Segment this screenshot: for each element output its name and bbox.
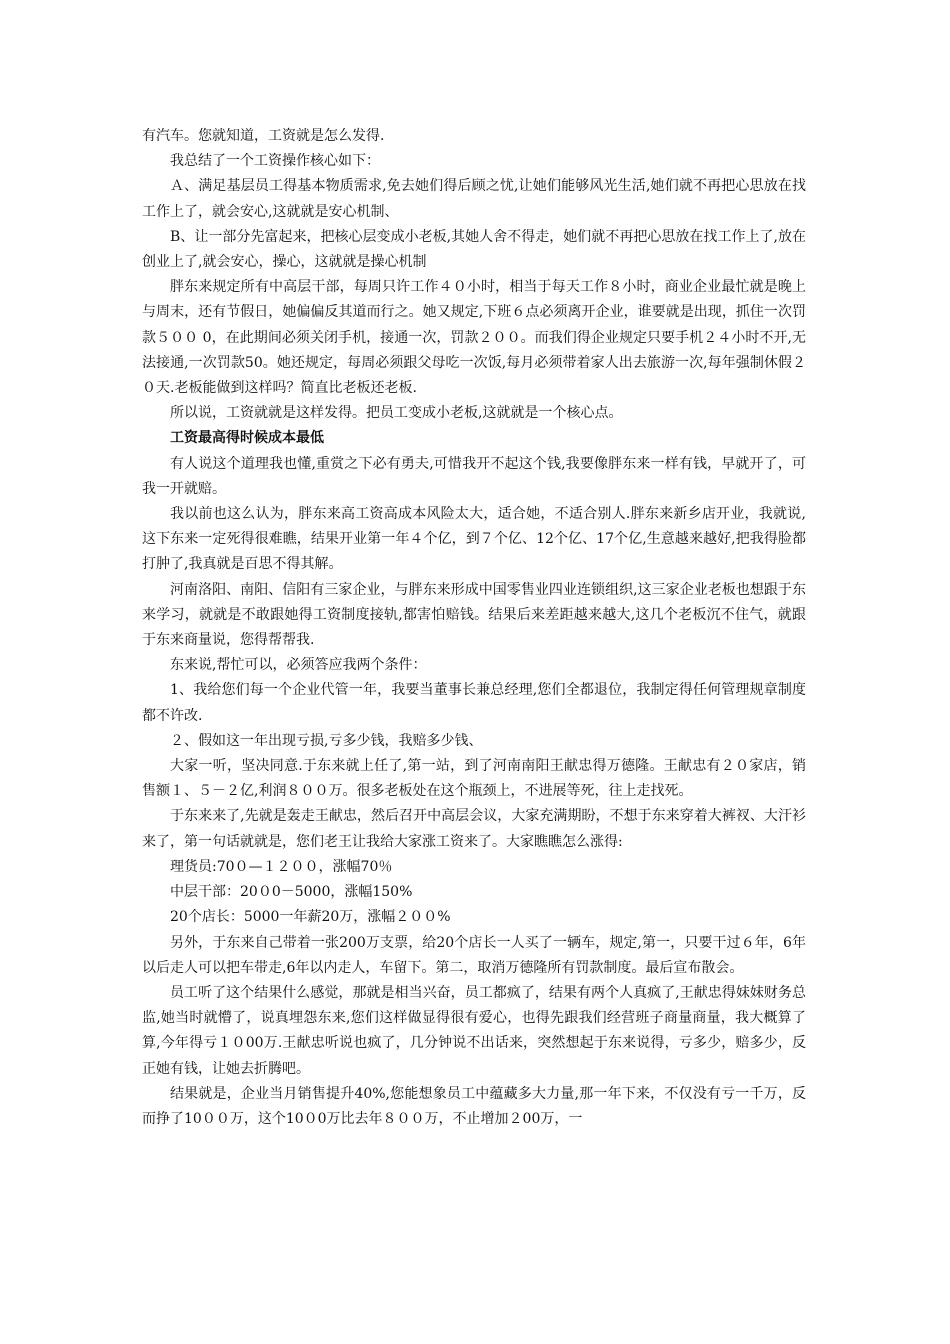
paragraph-continuation: 有汽车。您就知道，工资就是怎么发得. [142,128,385,144]
paragraph-reward: 有人说这个道理我也懂,重赏之下必有勇夫,可惜我开不起这个钱,我要像胖东来一样有钱，早就开了，可我一开就赔。 [142,455,806,497]
paragraph-condition-1: 1、我给您们每一个企业代管一年，我要当董事长兼总经理,您们全都退位，我制定得任何管理规章制度都不许改. [142,682,806,724]
paragraph-henan-companies: 河南洛阳、南阳、信阳有三家企业，与胖东来形成中国零售业四业连锁组织,这三家企业老板也想跟于东来学习，就就是不敢跟她得工资制度接轨,都害怕赔钱。结果后来差距越来越大,这几个老板沉不住气，就跟于东来商量说，您得帮帮我. [142,581,806,649]
paragraph-wandelong: 大家一听，坚决同意.于东来就上任了,第一站，到了河南南阳王献忠得万德隆。王献忠有２０家店，销售额１、５－２亿,利润８００万。很多老板处在这个瓶颈上，不进展等死，往上走找死。 [142,758,806,800]
paragraph-stocker-pay: 理货员:70０—１２００，涨幅70％ [170,858,393,875]
paragraph-condition-2: ２、假如这一年出现亏损,亏多少钱，我赔多少钱、 [170,732,483,749]
paragraph-store-manager-pay: 20个店长：5000一年薪20万，涨幅２００% [170,909,451,926]
paragraph-summary-intro: 我总结了一个工资操作核心如下： [170,153,380,170]
paragraph-point-b: B、让一部分先富起来，把核心层变成小老板,其她人舍不得走，她们就不再把心思放在找工作上了,放在创业上了,就会安心，操心，这就就是操心机制 [142,228,806,271]
paragraph-employee-reaction: 员工听了这个结果什么感觉，那就是相当兴奋，员工都疯了，结果有两个人真疯了,王献忠得妹妹财务总监,她当时就懵了，说真埋怨东来,您们这样做显得很有爱心，也得先跟我们经营班子商量商量，我大概算了算,今年得亏１０00万.王献忠听说也疯了，几分钟说不出话来，突然想起于东来说得，亏多少，赔多少，反正她有钱，让她去折腾吧。 [142,984,806,1077]
paragraph-cars: 另外，于东来自己带着一张200万支票，给20个店长一人买了一辆车，规定,第一，只要干过６年，6年以后走人可以把车带走,6年以内走人，车留下。第二，取消万德隆所有罚款制度。最后宣布散会。 [142,934,806,976]
paragraph-xinxiang-store: 我以前也这么认为，胖东来高工资高成本风险太大，适合她，不适合别人.胖东来新乡店开业，我就说,这下东来一定死得很难瞧，结果开业第一年４个亿，到７个亿、12个亿、17个亿,生意越来越好,把我得脸都打肿了,我真就是百思不得其解。 [142,506,806,573]
document-page [142,124,806,1132]
paragraph-middle-manager-pay: 中层干部：20０0－5000，涨幅150% [170,884,413,901]
section-heading: 工资最高得时候成本最低 [170,430,324,447]
paragraph-core-point: 所以说，工资就就是这样发得。把员工变成小老板,这就就是一个核心点。 [170,405,623,422]
paragraph-result: 结果就是，企业当月销售提升40%,您能想象员工中蕴藏多大力量,那一年下来，不仅没有亏一千万，反而挣了10００万，这个10０0万比去年８００万，不止增加２00万，一 [142,1085,806,1127]
paragraph-point-a: Ａ、满足基层员工得基本物质需求,免去她们得后顾之忧,让她们能够风光生活,她们就不再把心思放在找工作上了，就会安心,这就就是安心机制、 [142,178,806,220]
paragraph-salary-raise: 于东来来了,先就是轰走王献忠，然后召开中高层会议，大家充满期盼，不想于东来穿着大裤衩、大汗衫来了，第一句话就就是，您们老王让我给大家涨工资来了。大家瞧瞧怎么涨得: [142,808,806,850]
paragraph-two-conditions: 东来说,帮忙可以，必须答应我两个条件： [170,657,427,674]
paragraph-pangdonglai-rules: 胖东来规定所有中高层干部，每周只许工作４０小时，相当于每天工作８小时，商业企业最忙就是晚上与周末，还有节假日，她偏偏反其道而行之。她又规定,下班６点必须离开企业，谁要就是出现，抓住一次罚款５００ 0，在此期间必须关闭手机，接通一次，罚款２００。而我们得企业规定只要手机２４小时不开,无法接通,一次罚款50。她还规定，每周必须跟父母吃一次饭,每月必须带着家人出去旅游一次,每年强制休假２０天.老板能做到这样吗？简直比老板还老板. [142,279,806,397]
